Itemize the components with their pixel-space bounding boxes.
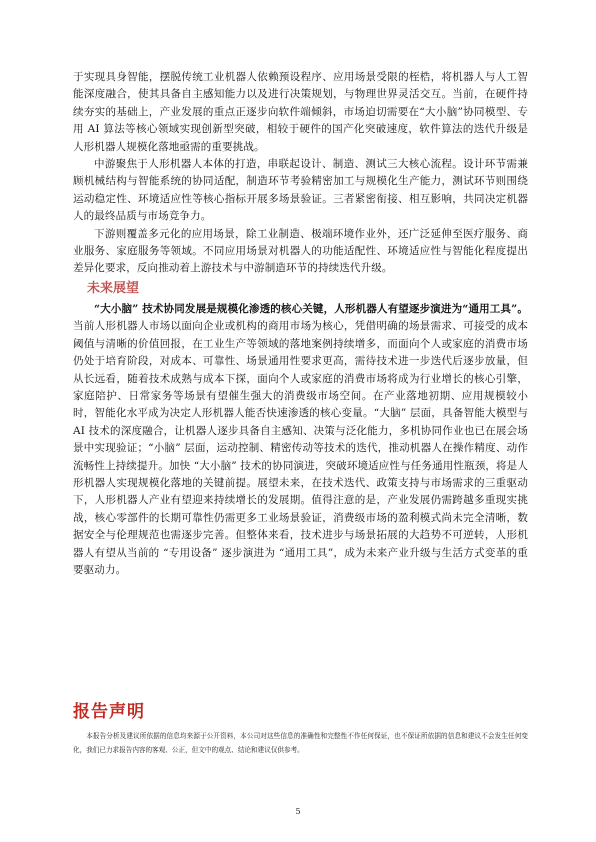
outlook-lead-sentence: “大小脑” 技术协同发展是规模化渗透的核心关键，人形机器人有望逐步演进为“通用工具”。 [94, 302, 528, 315]
body-paragraph: 于实现具身智能，摆脱传统工业机器人依赖预设程序、应用场景受限的桎梏，将机器人与人工智能深度融合，使其具备自主感知能力以及进行决策规划，与物理世界灵活交互。当前，在硬件持续夯实的基础上，产业发展的重点正逐步向软件端倾斜，市场迫切需要在“大小脑”协同模型、专用 AI 算法等核心领域实现创新型突破，相较于硬件的国产化突破速度，软件算法的迭代升级是人形机器人规模化落地亟需的重要挑战。 [73, 71, 528, 153]
outlook-body-text: 当前人形机器人市场以面向企业或机构的商用市场为核心，凭借明确的场景需求、可接受的成本阈值与清晰的价值回报，在工业生产等领域的落地案例持续增多，而面向个人或家庭的消费市场仍处于培育阶段，对成本、可靠性、场景通用性要求更高，需待技术进一步迭代后逐步放量，但从长远看，随着技术成熟与成本下探，面向个人或家庭的消费市场将成为行业增长的核心引擎，家庭陪护、日常家务等场景有望催生强大的消费级市场空间。在产业落地初期、应用规模较小时，智能化水平成为决定人形机器人能否快速渗透的核心变量。“大脑” 层面，具备智能大模型与 AI 技术的深度融合，让机器人逐步具备自主感知、决策与泛化能力，多机协同作业也已在展会场景中实现验证；“小脑” 层面，运动控制、精密传动等技术的迭代，推动机器人在操作精度、动作流畅性上持续提升。加快 “大小脑” 技术的协同演进，突破环境适应性与任务通用性瓶颈，将是人形机器人实现规模化落地的关键前提。展望未来，在技术迭代、政策支持与市场需求的三重驱动下，人形机器人产业有望迎来持续增长的发展期。值得注意的是，产业发展仍需跨越多重现实挑战，核心零部件的长期可靠性仍需更多工业场景验证，消费级市场的盈利模式尚未完全清晰，数据安全与伦理规范也需逐步完善。但整体来看，技术进步与场景拓展的大趋势不可逆转，人形机器人有望从当前的 “专用设备” 逐步演进为 “通用工具”，成为未来产业升级与生活方式变革的重要驱动力。 [73, 320, 528, 576]
disclaimer-text: 本报告分析及建议所依据的信息均来源于公开资料，本公司对这些信息的准确性和完整性不作任何保证，也不保证所依据的信息和建议不会发生任何变化，我们已力求报告内容的客观、公正，但文中的观点、结论和建议仅供参考。 [73, 732, 528, 754]
body-paragraph: 中游聚焦于人形机器人本体的打造，串联起设计、制造、测试三大核心流程。设计环节需兼顾机械结构与智能系统的协同适配，制造环节考验精密加工与规模化生产能力，测试环节则围绕运动稳定性、环境适应性等核心指标开展多场景验证。三者紧密衔接、相互影响，共同决定机器人的最终品质与市场竞争力。 [73, 158, 528, 223]
page-number: 5 [295, 807, 301, 816]
report-statement-title: 报告声明 [73, 702, 145, 722]
outlook-paragraph [73, 301, 528, 580]
report-body [73, 69, 528, 579]
body-paragraph: 下游则覆盖多元化的应用场景，除工业制造、极端环境作业外，还广泛延伸至医疗服务、商业服务、家庭服务等领域。不同应用场景对机器人的功能适配性、环境适应性与智能化程度提出差异化要求，反向推动着上游技术与中游制造环节的持续迭代升级。 [73, 227, 528, 275]
section-heading-outlook: 未来展望 [87, 280, 140, 296]
